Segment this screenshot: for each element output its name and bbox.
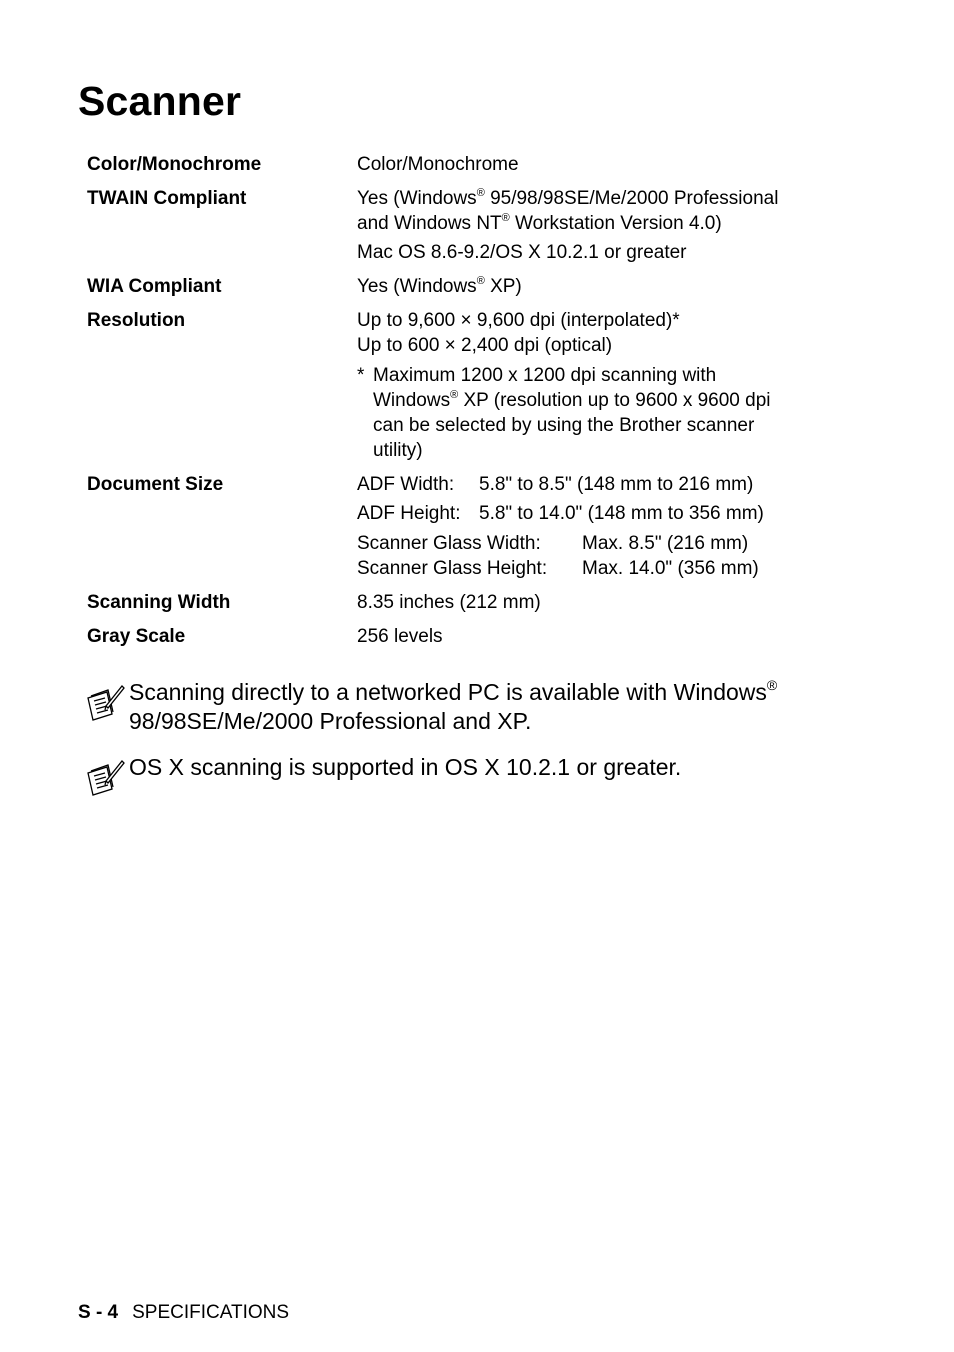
- note-networked-scanning-line2: 98/98SE/Me/2000 Professional and XP.: [129, 708, 532, 734]
- note-icon: [85, 759, 125, 799]
- note-osx-scanning: OS X scanning is supported in OS X 10.2.1 or greater.: [129, 754, 682, 780]
- adf-height-row: ADF Height: 5.8" to 14.0" (148 mm to 356 mm): [357, 503, 764, 524]
- wia-value: Yes (Windows® XP): [357, 275, 522, 297]
- scanning-width-label: Scanning Width: [87, 592, 231, 613]
- scanning-width-value: 8.35 inches (212 mm): [357, 592, 541, 613]
- page-number: S - 4: [78, 1302, 119, 1323]
- twain-line1: Yes (Windows® 95/98/98SE/Me/2000 Professional: [357, 187, 779, 209]
- note-networked-scanning-line1: Scanning directly to a networked PC is available with Windows®: [129, 677, 778, 705]
- page-title: Scanner: [78, 78, 242, 124]
- footnote-line1: Maximum 1200 x 1200 dpi scanning with: [373, 365, 717, 386]
- page-footer: [78, 1302, 289, 1324]
- color-monochrome-value: Color/Monochrome: [357, 154, 519, 175]
- twain-line3: Mac OS 8.6-9.2/OS X 10.2.1 or greater: [357, 242, 687, 263]
- note-icon: [85, 684, 125, 724]
- footnote-line3: can be selected by using the Brother scanner: [373, 415, 755, 436]
- footnote-line2: Windows® XP (resolution up to 9600 x 9600 dpi: [373, 389, 771, 411]
- resolution-line1: Up to 9,600 × 9,600 dpi (interpolated)*: [357, 310, 680, 331]
- wia-label: WIA Compliant: [87, 276, 222, 297]
- resolution-line2: Up to 600 × 2,400 dpi (optical): [357, 335, 613, 356]
- glass-width-row: Scanner Glass Width: Max. 8.5" (216 mm): [357, 533, 749, 554]
- gray-scale-label: Gray Scale: [87, 626, 186, 647]
- gray-scale-value: 256 levels: [357, 626, 443, 647]
- color-monochrome-label: Color/Monochrome: [87, 154, 262, 175]
- footnote-asterisk: *: [357, 365, 365, 386]
- adf-width-row: ADF Width: 5.8" to 8.5" (148 mm to 216 mm): [357, 474, 754, 495]
- document-size-label: Document Size: [87, 474, 224, 495]
- footnote-line4: utility): [373, 440, 423, 461]
- twain-line2: and Windows NT® Workstation Version 4.0): [357, 212, 722, 234]
- resolution-label: Resolution: [87, 310, 186, 331]
- twain-label: TWAIN Compliant: [87, 188, 247, 209]
- glass-height-row: Scanner Glass Height: Max. 14.0" (356 mm): [357, 558, 759, 579]
- section-name: SPECIFICATIONS: [132, 1302, 290, 1323]
